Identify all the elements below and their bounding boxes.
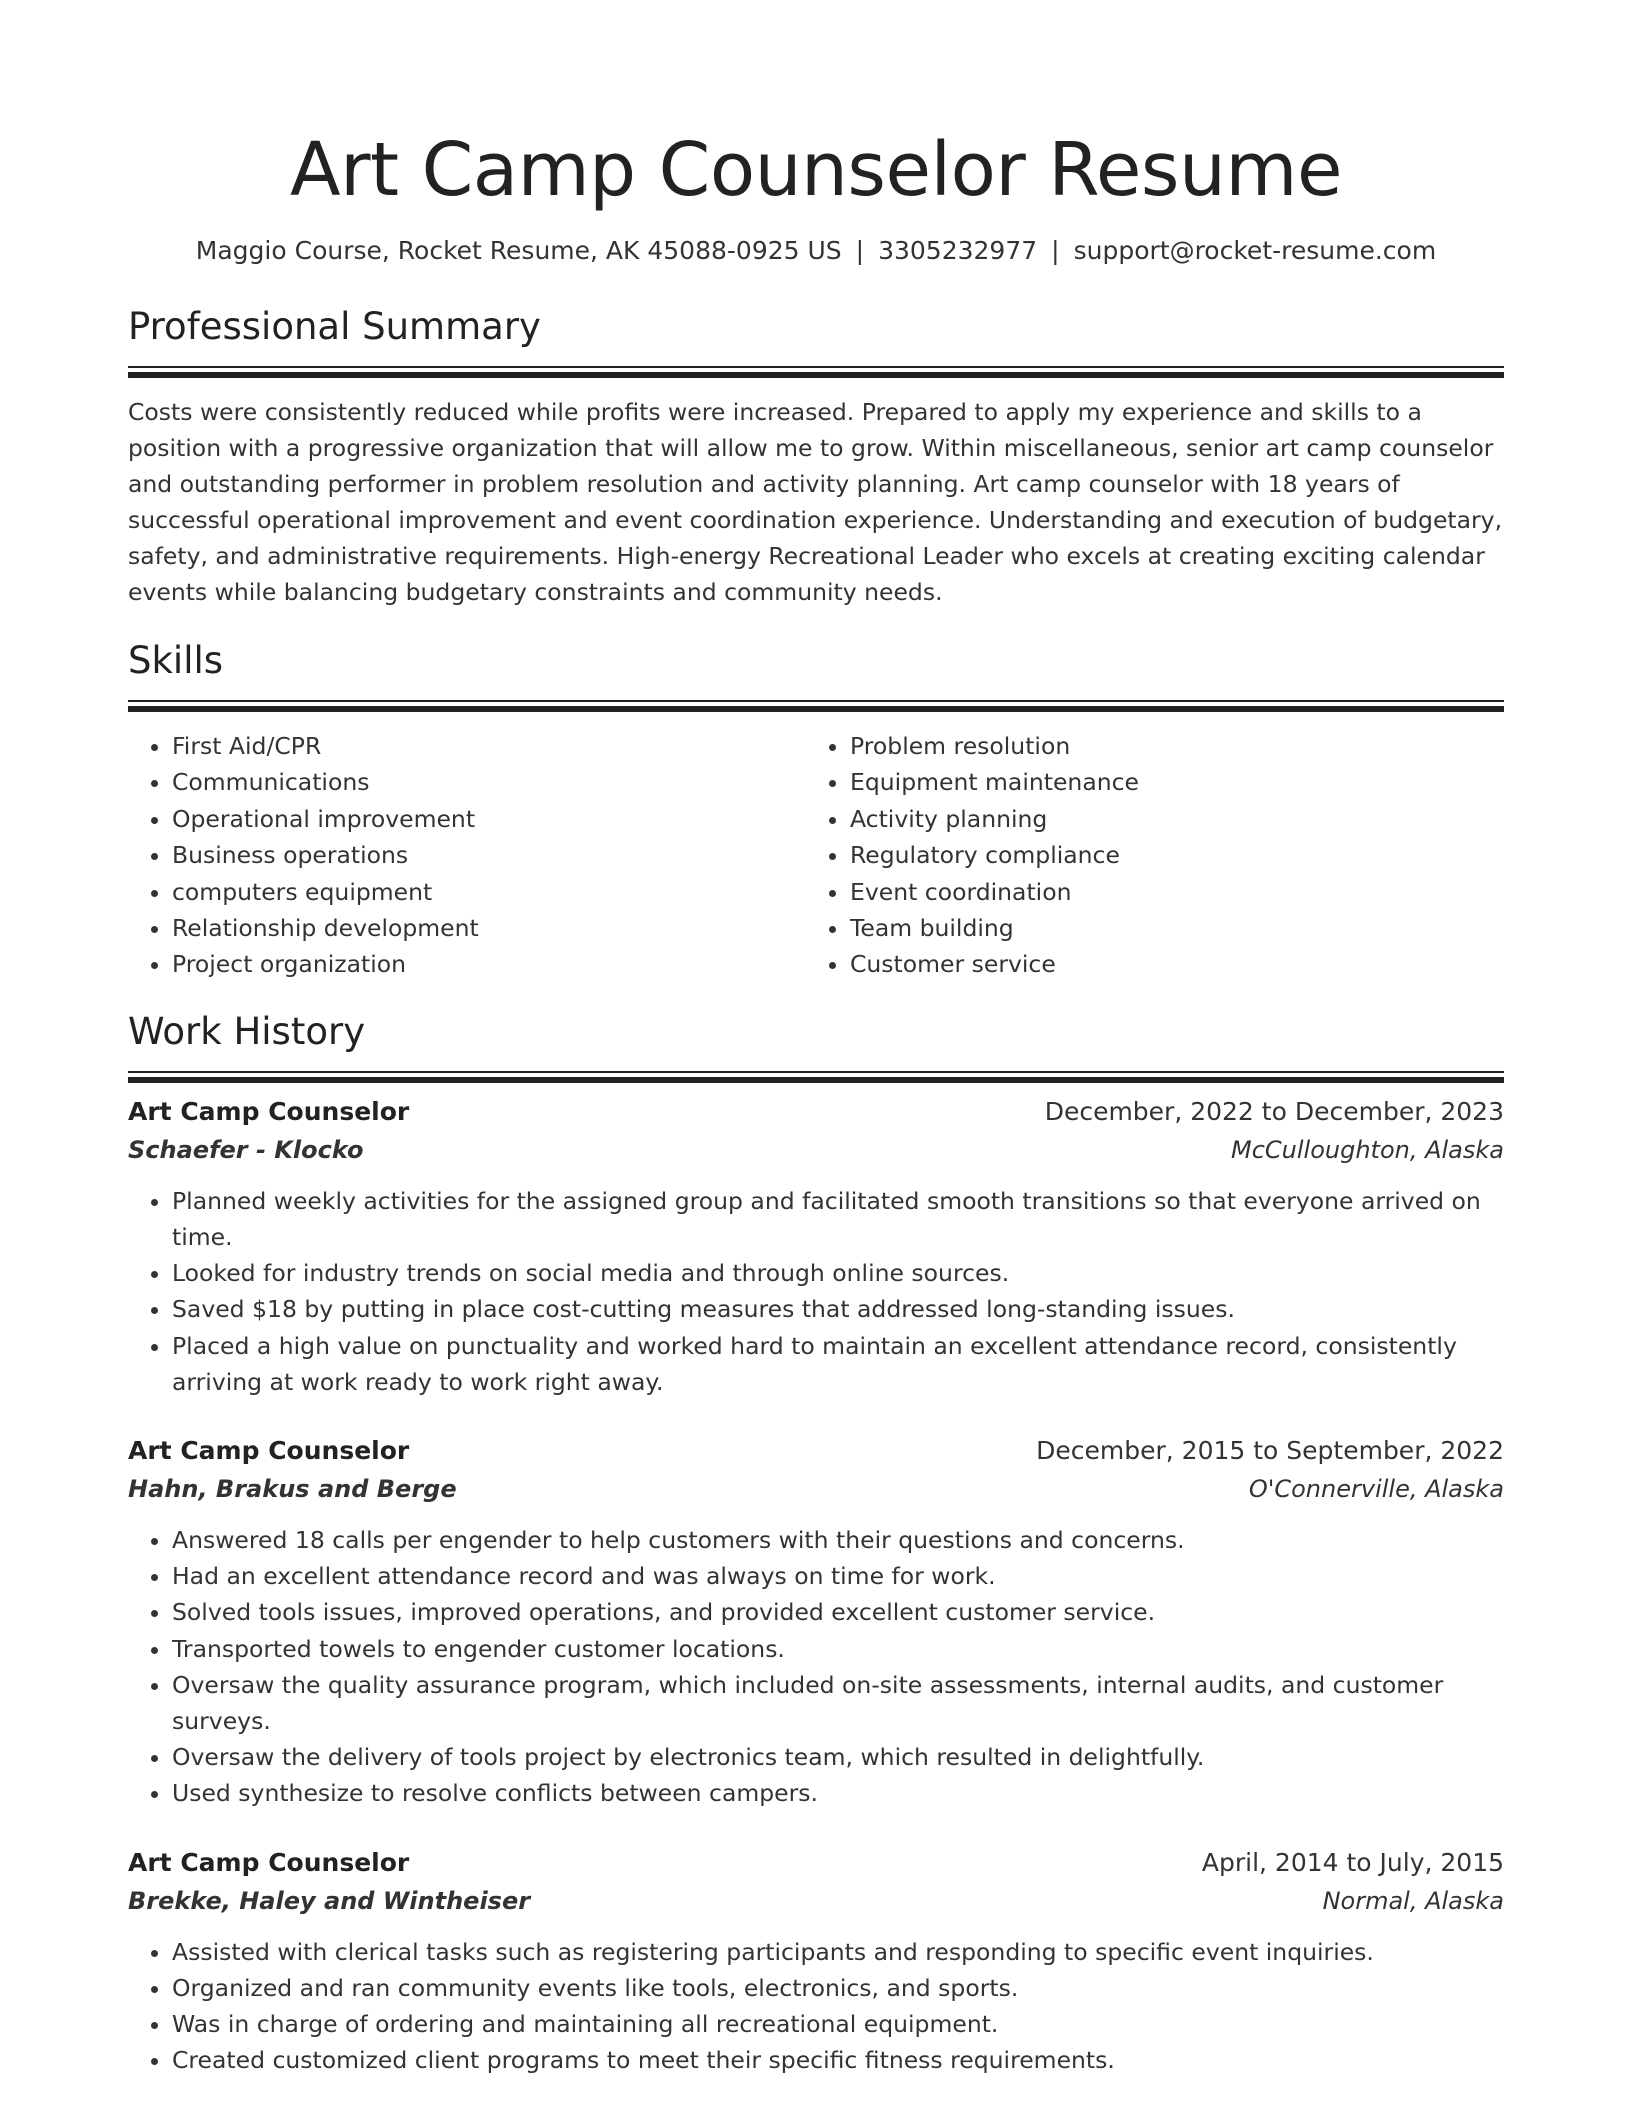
- job-bullet: • Answered 18 calls per engender to help customers with their questions and concerns.: [172, 1522, 1504, 1558]
- skills-column-left: [128, 728, 806, 983]
- skill-item: • Communications: [172, 764, 806, 800]
- skills-column-right: [806, 728, 1484, 983]
- skill-item: • Relationship development: [172, 910, 806, 946]
- job-dates: April, 2014 to July, 2015: [1201, 1847, 1504, 1877]
- job-title: Art Camp Counselor: [128, 1096, 410, 1126]
- job-bullet: • Created customized client programs to meet their specific fitness requirements.: [172, 2042, 1504, 2078]
- resume-page: [128, 0, 1504, 2111]
- skill-item: • computers equipment: [172, 874, 806, 910]
- job-bullet: • Transported towels to engender customer locations.: [172, 1631, 1504, 1667]
- skills-list: [128, 728, 1504, 983]
- job-header-row: [128, 1432, 1504, 1470]
- job-bullet: • Oversaw the delivery of tools project by electronics team, which resulted in delightfully.: [172, 1739, 1504, 1775]
- work-section: [128, 1007, 1504, 2079]
- job-location: McCulloughton, Alaska: [1230, 1135, 1504, 1164]
- contact-email: support@rocket-resume.com: [1073, 236, 1437, 265]
- job-entry: [128, 1432, 1504, 1812]
- job-bullets: [128, 1183, 1504, 1400]
- skill-item: • Customer service: [850, 946, 1484, 982]
- job-header-row: [128, 1844, 1504, 1882]
- summary-text: Costs were consistently reduced while profits were increased. Prepared to apply my experience and skills to a position with a progressive organization that will allow me to grow. Within miscellaneous, senior art camp counselor and outstanding performer in problem resolution and activity planning. Art camp counselor with 18 years of successful operational improvement and event coordination experience. Understanding and execution of budgetary, safety, and administrative requirements. High-energy Recreational Leader who excels at creating exciting calendar events while balancing budgetary constraints and community needs.: [128, 398, 1503, 606]
- job-bullet: • Saved $18 by putting in place cost-cutting measures that addressed long-standing issues.: [172, 1291, 1504, 1327]
- skill-item: • Event coordination: [850, 874, 1484, 910]
- summary-heading: Professional Summary: [128, 305, 541, 348]
- job-bullet: • Solved tools issues, improved operations, and provided excellent customer service.: [172, 1594, 1504, 1630]
- skills-section: [128, 636, 1504, 983]
- job-bullet: • Was in charge of ordering and maintaining all recreational equipment.: [172, 2006, 1504, 2042]
- skill-item: • Activity planning: [850, 801, 1484, 837]
- summary-section: [128, 302, 1504, 610]
- job-title: Art Camp Counselor: [128, 1847, 410, 1877]
- section-divider: [128, 1071, 1504, 1083]
- job-title: Art Camp Counselor: [128, 1436, 410, 1466]
- skill-item: • Project organization: [172, 946, 806, 982]
- job-bullet: • Placed a high value on punctuality and worked hard to maintain an excellent attendance record, consistently arriving at work ready to work right away.: [172, 1328, 1504, 1400]
- job-bullet: • Used synthesize to resolve conflicts between campers.: [172, 1775, 1504, 1811]
- contact-separator: |: [855, 236, 865, 265]
- resume-title: Art Camp Counselor Resume: [290, 127, 1342, 213]
- contact-line: [128, 234, 1504, 268]
- section-divider: [128, 366, 1504, 378]
- work-heading: Work History: [128, 1009, 366, 1053]
- work-history-list: [128, 1093, 1504, 2079]
- job-bullet: • Planned weekly activities for the assigned group and facilitated smooth transitions so that everyone arrived on time.: [172, 1183, 1504, 1255]
- job-company-row: [128, 1470, 1504, 1508]
- section-divider: [128, 700, 1504, 712]
- skills-heading: Skills: [128, 639, 224, 682]
- job-company: Schaefer - Klocko: [128, 1135, 364, 1164]
- job-location: Normal, Alaska: [1322, 1886, 1504, 1915]
- skill-item: • Regulatory compliance: [850, 837, 1484, 873]
- job-bullets: [128, 1522, 1504, 1812]
- job-bullet: • Looked for industry trends on social media and through online sources.: [172, 1255, 1504, 1291]
- job-entry: [128, 1844, 1504, 2079]
- job-dates: December, 2015 to September, 2022: [1036, 1436, 1504, 1466]
- job-bullet: • Organized and ran community events like tools, electronics, and sports.: [172, 1970, 1504, 2006]
- skill-item: • Equipment maintenance: [850, 764, 1484, 800]
- job-dates: December, 2022 to December, 2023: [1044, 1096, 1504, 1126]
- job-company-row: [128, 1131, 1504, 1169]
- job-bullet: • Assisted with clerical tasks such as registering participants and responding to specific event inquiries.: [172, 1934, 1504, 1970]
- skill-item: • Team building: [850, 910, 1484, 946]
- job-location: O'Connerville, Alaska: [1248, 1475, 1504, 1504]
- job-entry: [128, 1093, 1504, 1400]
- skill-item: • First Aid/CPR: [172, 728, 806, 764]
- job-bullet: • Oversaw the quality assurance program, which included on-site assessments, internal audits, and customer surveys.: [172, 1667, 1504, 1739]
- contact-address: Maggio Course, Rocket Resume, AK 45088-0925 US: [195, 236, 842, 265]
- job-company-row: [128, 1882, 1504, 1920]
- job-company: Hahn, Brakus and Berge: [128, 1475, 457, 1504]
- job-bullets: [128, 1934, 1504, 2079]
- contact-phone: 3305232977: [878, 236, 1038, 265]
- contact-separator: |: [1051, 236, 1060, 265]
- job-header-row: [128, 1093, 1504, 1131]
- skill-item: • Business operations: [172, 837, 806, 873]
- job-bullet: • Had an excellent attendance record and was always on time for work.: [172, 1558, 1504, 1594]
- skill-item: • Operational improvement: [172, 801, 806, 837]
- skill-item: • Problem resolution: [850, 728, 1484, 764]
- job-company: Brekke, Haley and Wintheiser: [128, 1886, 531, 1915]
